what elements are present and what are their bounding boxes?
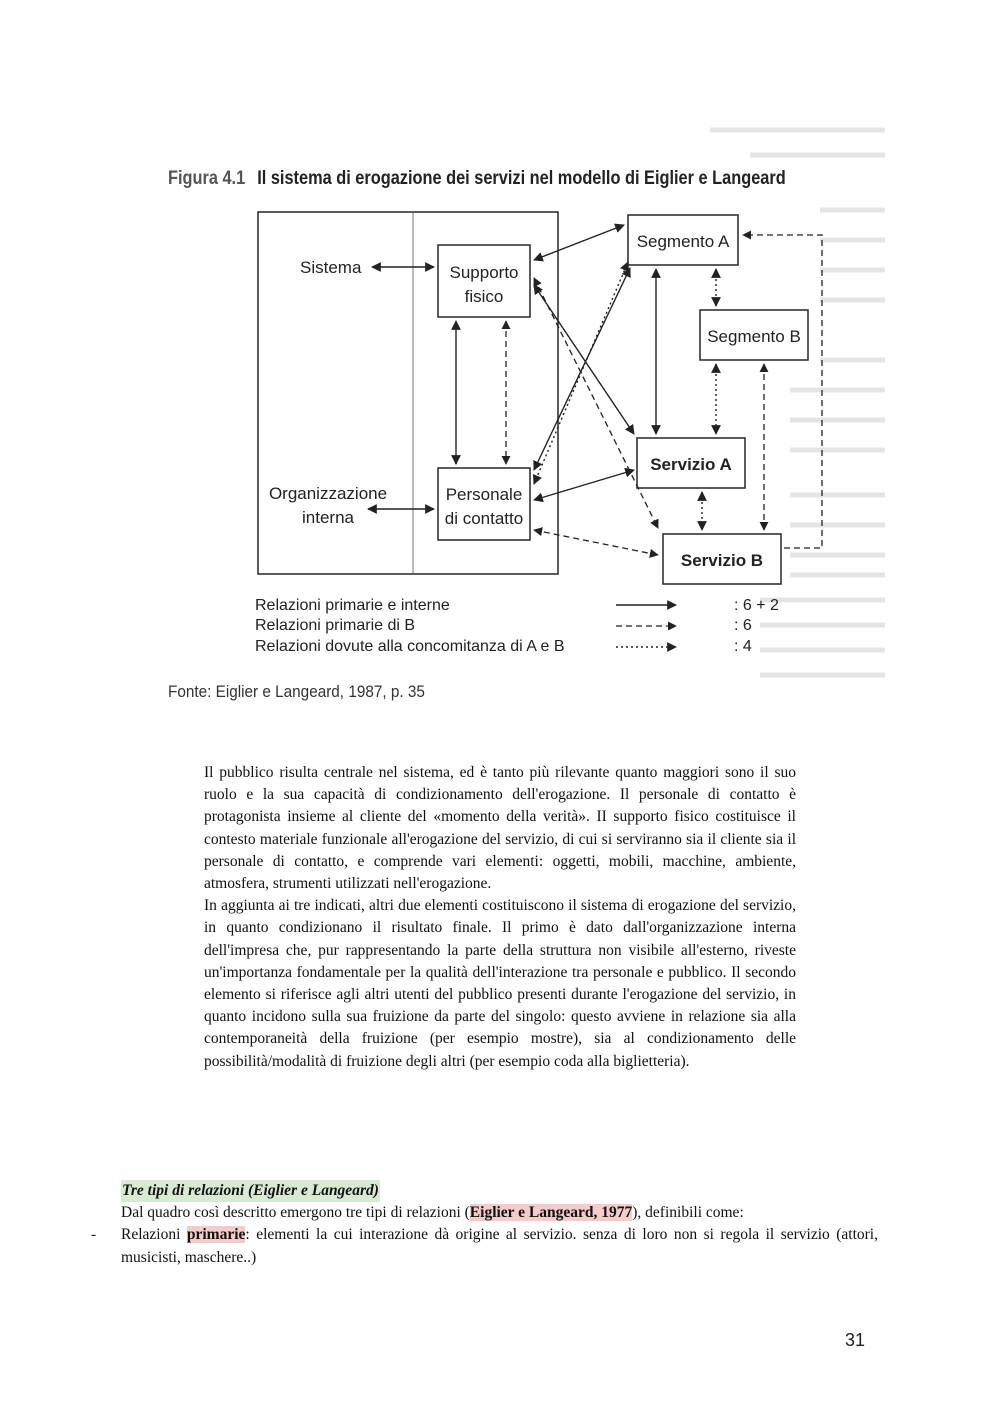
body-text	[204, 762, 796, 1073]
figure-source: Fonte: Eiglier e Langeard, 1987, p. 35	[168, 682, 425, 701]
legend-count-primary: : 6 + 2	[734, 597, 779, 614]
list-bullet: -	[91, 1226, 97, 1244]
node-personale-line2: di contatto	[444, 509, 524, 528]
node-organizzazione-line2: interna	[302, 508, 354, 527]
item-text-before: Relazioni	[121, 1226, 187, 1244]
legend-label-primary-b: Relazioni primarie di B	[255, 617, 416, 634]
paragraph-1: Il pubblico risulta centrale nel sistema, ed è tanto più rilevante quanto maggiori sono il suo ruolo e la sua capacità di condizionamento dell'erogazione. Il personale di contatto è protagonista insieme al cliente del «momento della verità». II supporto fisico costituisce il contesto materiale funzionale all'erogazione del servizio, di cui si serviranno sia il cliente sia il personale di contatto, e comprende vari elementi: oggetti, mobili, macchine, ambiente, atmosfera, strumenti utilizzati nell'erogazione.	[204, 764, 796, 893]
intro-text-after: ), definibili come:	[632, 1204, 744, 1222]
paragraph-2: In aggiunta ai tre indicati, altri due elementi costituiscono il sistema di erogazione del servizio, in quanto condizionano il risultato finale. Il primo è dato dall'organizzazione interna dell'impresa che, pur rappresentando la parte della struttura non visibile all'esterno, riveste un'importanza fondamentale per la qualità dell'interazione tra personale e pubblico. Il secondo elemento si riferisce agli altri utenti del pubblico presenti durante l'erogazione del servizio, in quanto incidono sulla sua fruizione da parte del singolo: questo avviene in relazione sia alla contemporaneità della fruizione (per esempio mostre), sia al condizionamento delle possibilità/modalità di fruizione degli altri (per esempio coda alla biglietteria).	[204, 897, 796, 1070]
section-heading: Tre tipi di relazioni (Eiglier e Langeard)	[121, 1180, 380, 1202]
dashed-arrows	[506, 235, 822, 555]
service-system-diagram	[150, 100, 890, 720]
legend-count-primary-b: : 6	[734, 617, 752, 634]
legend-label-concomitance: Relazioni dovute alla concomitanza di A e B	[255, 638, 565, 655]
node-servizio-a: Servizio A	[650, 455, 732, 474]
node-supporto-line1: Supporto	[449, 263, 519, 282]
node-sistema: Sistema	[300, 258, 362, 277]
figure-title-text: Il sistema di erogazione dei servizi nel modello di Eiglier e Langeard	[257, 168, 786, 189]
scan-bleed-through	[710, 130, 885, 675]
personale-di-contatto-box	[438, 468, 530, 540]
node-personale-line1: Personale	[445, 485, 523, 504]
dotted-arrows	[534, 262, 716, 530]
legend-label-primary: Relazioni primarie e interne	[255, 597, 450, 614]
node-segmento-b: Segmento B	[707, 327, 801, 346]
node-servizio-b: Servizio B	[680, 551, 764, 570]
figure-scan	[150, 100, 890, 720]
intro-text-before: Dal quadro così descritto emergono tre tipi di relazioni (	[121, 1204, 470, 1222]
figure-title	[168, 168, 786, 190]
citation-highlight: Eiglier e Langeard, 1977	[469, 1204, 633, 1222]
page-number: 31	[845, 1330, 866, 1350]
figure-number: Figura 4.1	[168, 168, 246, 189]
list-item	[91, 1224, 878, 1268]
legend-count-concomitance: : 4	[734, 638, 752, 655]
node-segmento-a: Segmento A	[636, 232, 730, 251]
term-highlight: primarie	[186, 1226, 246, 1244]
section-intro	[121, 1202, 878, 1224]
item-text-after: : elementi la cui interazione dà origine al servizio. senza di loro non si regola il servizio (attori, musicisti, maschere..)	[121, 1226, 878, 1266]
node-supporto-line2: fisico	[464, 287, 504, 306]
node-organizzazione-line1: Organizzazione	[268, 484, 388, 503]
section-relations	[91, 1180, 878, 1269]
legend	[255, 597, 779, 655]
